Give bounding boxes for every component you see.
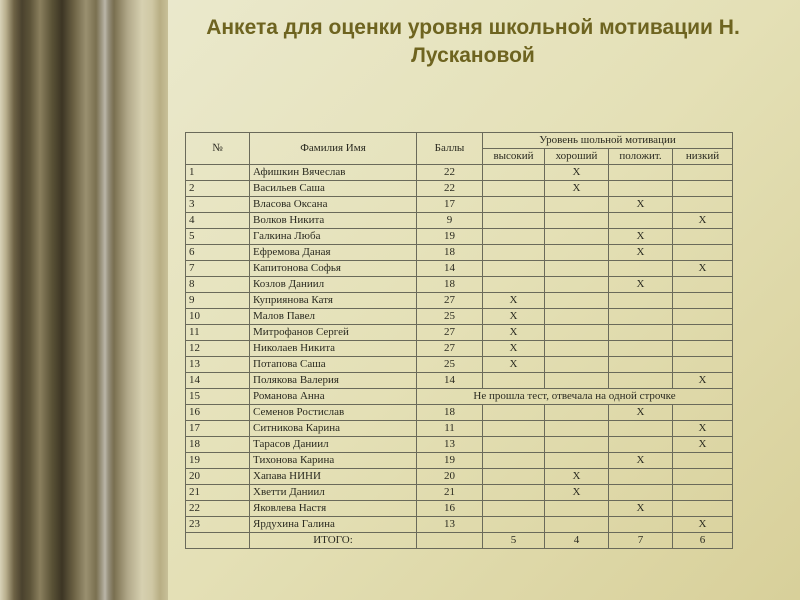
score-cell: 19 — [417, 453, 483, 469]
student-name: Капитонова Софья — [250, 261, 417, 277]
low-mark — [673, 485, 733, 501]
total-empty-cell — [186, 533, 250, 549]
row-number: 15 — [186, 389, 250, 405]
row-number: 3 — [186, 197, 250, 213]
student-name: Семенов Ростислав — [250, 405, 417, 421]
high-mark — [483, 421, 545, 437]
motivation-table — [185, 132, 733, 549]
score-cell: 18 — [417, 405, 483, 421]
score-cell: 18 — [417, 277, 483, 293]
header-positive: положит. — [609, 149, 673, 165]
table-body — [186, 165, 733, 533]
positive-mark — [609, 261, 673, 277]
score-cell: 27 — [417, 293, 483, 309]
high-mark: Х — [483, 293, 545, 309]
page-title: Анкета для оценки уровня школьной мотивации Н. Лускановой — [206, 16, 740, 67]
low-mark: Х — [673, 213, 733, 229]
high-mark — [483, 485, 545, 501]
good-mark — [545, 245, 609, 261]
student-name: Волков Никита — [250, 213, 417, 229]
row-number: 14 — [186, 373, 250, 389]
positive-mark — [609, 437, 673, 453]
good-mark — [545, 325, 609, 341]
student-name: Куприянова Катя — [250, 293, 417, 309]
total-low: 6 — [673, 533, 733, 549]
student-name: Козлов Даниил — [250, 277, 417, 293]
score-cell: 17 — [417, 197, 483, 213]
positive-mark: Х — [609, 245, 673, 261]
low-mark: Х — [673, 261, 733, 277]
high-mark — [483, 245, 545, 261]
good-mark — [545, 197, 609, 213]
score-cell: 14 — [417, 261, 483, 277]
good-mark — [545, 517, 609, 533]
table-row — [186, 389, 733, 405]
total-empty-cell — [417, 533, 483, 549]
table-row — [186, 405, 733, 421]
good-mark — [545, 277, 609, 293]
row-number: 19 — [186, 453, 250, 469]
low-mark — [673, 293, 733, 309]
row-number: 21 — [186, 485, 250, 501]
low-mark — [673, 277, 733, 293]
total-label: ИТОГО: — [250, 533, 417, 549]
positive-mark — [609, 165, 673, 181]
header-level: Уровень шольной мотивации — [483, 133, 733, 149]
score-cell: 14 — [417, 373, 483, 389]
good-mark — [545, 293, 609, 309]
good-mark — [545, 261, 609, 277]
header-good: хороший — [545, 149, 609, 165]
total-high: 5 — [483, 533, 545, 549]
student-name: Малов Павел — [250, 309, 417, 325]
student-name: Хветти Даниил — [250, 485, 417, 501]
table-row — [186, 245, 733, 261]
table-row — [186, 309, 733, 325]
table-row — [186, 453, 733, 469]
table-row — [186, 181, 733, 197]
low-mark — [673, 245, 733, 261]
high-mark — [483, 197, 545, 213]
row-number: 13 — [186, 357, 250, 373]
score-cell: 27 — [417, 325, 483, 341]
student-name: Николаев Никита — [250, 341, 417, 357]
student-name: Васильев Саша — [250, 181, 417, 197]
row-number: 23 — [186, 517, 250, 533]
positive-mark — [609, 421, 673, 437]
table-row — [186, 517, 733, 533]
positive-mark — [609, 213, 673, 229]
score-cell: 21 — [417, 485, 483, 501]
good-mark — [545, 501, 609, 517]
positive-mark: Х — [609, 229, 673, 245]
high-mark — [483, 437, 545, 453]
high-mark — [483, 469, 545, 485]
score-cell: 27 — [417, 341, 483, 357]
high-mark — [483, 517, 545, 533]
score-cell: 13 — [417, 517, 483, 533]
table-row — [186, 421, 733, 437]
score-cell: 25 — [417, 309, 483, 325]
positive-mark — [609, 181, 673, 197]
good-mark — [545, 341, 609, 357]
row-number: 7 — [186, 261, 250, 277]
score-cell: 18 — [417, 245, 483, 261]
row-number: 4 — [186, 213, 250, 229]
row-number: 20 — [186, 469, 250, 485]
positive-mark — [609, 293, 673, 309]
good-mark — [545, 373, 609, 389]
table-row — [186, 501, 733, 517]
high-mark — [483, 405, 545, 421]
row-number: 9 — [186, 293, 250, 309]
row-number: 10 — [186, 309, 250, 325]
total-good: 4 — [545, 533, 609, 549]
positive-mark — [609, 325, 673, 341]
student-name: Хапава НИНИ — [250, 469, 417, 485]
score-cell: 25 — [417, 357, 483, 373]
table-row — [186, 229, 733, 245]
table-row — [186, 293, 733, 309]
row-number: 16 — [186, 405, 250, 421]
row-number: 8 — [186, 277, 250, 293]
table-row — [186, 325, 733, 341]
row-number: 17 — [186, 421, 250, 437]
high-mark — [483, 181, 545, 197]
high-mark: Х — [483, 309, 545, 325]
low-mark — [673, 181, 733, 197]
row-number: 5 — [186, 229, 250, 245]
positive-mark — [609, 469, 673, 485]
good-mark — [545, 453, 609, 469]
header-row — [186, 133, 733, 149]
score-cell: 22 — [417, 181, 483, 197]
positive-mark — [609, 373, 673, 389]
good-mark — [545, 213, 609, 229]
score-cell: 22 — [417, 165, 483, 181]
row-number: 1 — [186, 165, 250, 181]
row-number: 22 — [186, 501, 250, 517]
good-mark: Х — [545, 181, 609, 197]
score-cell: 11 — [417, 421, 483, 437]
good-mark — [545, 405, 609, 421]
score-cell: 13 — [417, 437, 483, 453]
low-mark — [673, 501, 733, 517]
high-mark — [483, 261, 545, 277]
high-mark — [483, 453, 545, 469]
header-low: низкий — [673, 149, 733, 165]
student-name: Власова Оксана — [250, 197, 417, 213]
high-mark — [483, 373, 545, 389]
decorative-left-band — [0, 0, 168, 600]
student-name: Ярдухина Галина — [250, 517, 417, 533]
low-mark — [673, 469, 733, 485]
low-mark — [673, 197, 733, 213]
student-name: Тарасов Даниил — [250, 437, 417, 453]
high-mark — [483, 165, 545, 181]
low-mark: Х — [673, 517, 733, 533]
positive-mark: Х — [609, 405, 673, 421]
table-row — [186, 341, 733, 357]
total-positive: 7 — [609, 533, 673, 549]
table-row — [186, 213, 733, 229]
header-score: Баллы — [417, 133, 483, 165]
low-mark — [673, 453, 733, 469]
student-name: Митрофанов Сергей — [250, 325, 417, 341]
student-name: Ефремова Даная — [250, 245, 417, 261]
low-mark: Х — [673, 373, 733, 389]
good-mark: Х — [545, 165, 609, 181]
score-cell: 9 — [417, 213, 483, 229]
positive-mark — [609, 357, 673, 373]
table-row — [186, 197, 733, 213]
table-row — [186, 437, 733, 453]
student-name: Ситникова Карина — [250, 421, 417, 437]
good-mark: Х — [545, 485, 609, 501]
table-row — [186, 357, 733, 373]
header-num: № — [186, 133, 250, 165]
table-row — [186, 469, 733, 485]
student-name: Потапова Саша — [250, 357, 417, 373]
low-mark — [673, 165, 733, 181]
good-mark — [545, 421, 609, 437]
positive-mark: Х — [609, 453, 673, 469]
header-name: Фамилия Имя — [250, 133, 417, 165]
row-note: Не прошла тест, отвечала на одной строчке — [417, 389, 733, 405]
low-mark: Х — [673, 421, 733, 437]
high-mark: Х — [483, 341, 545, 357]
low-mark — [673, 229, 733, 245]
student-name: Тихонова Карина — [250, 453, 417, 469]
high-mark: Х — [483, 325, 545, 341]
positive-mark: Х — [609, 277, 673, 293]
total-row — [186, 533, 733, 549]
good-mark — [545, 229, 609, 245]
low-mark — [673, 309, 733, 325]
high-mark — [483, 501, 545, 517]
row-number: 18 — [186, 437, 250, 453]
table-row — [186, 261, 733, 277]
student-name: Афишкин Вячеслав — [250, 165, 417, 181]
good-mark — [545, 309, 609, 325]
low-mark: Х — [673, 437, 733, 453]
positive-mark — [609, 309, 673, 325]
positive-mark — [609, 485, 673, 501]
table-row — [186, 485, 733, 501]
high-mark — [483, 229, 545, 245]
good-mark — [545, 357, 609, 373]
low-mark — [673, 357, 733, 373]
row-number: 2 — [186, 181, 250, 197]
good-mark — [545, 437, 609, 453]
table-row — [186, 277, 733, 293]
row-number: 11 — [186, 325, 250, 341]
positive-mark: Х — [609, 197, 673, 213]
table-row — [186, 373, 733, 389]
high-mark: Х — [483, 357, 545, 373]
score-cell: 20 — [417, 469, 483, 485]
table-row — [186, 165, 733, 181]
student-name: Яковлева Настя — [250, 501, 417, 517]
decorative-shine — [96, 0, 114, 600]
high-mark — [483, 213, 545, 229]
positive-mark — [609, 341, 673, 357]
good-mark: Х — [545, 469, 609, 485]
student-name: Полякова Валерия — [250, 373, 417, 389]
positive-mark — [609, 517, 673, 533]
low-mark — [673, 341, 733, 357]
row-number: 12 — [186, 341, 250, 357]
positive-mark: Х — [609, 501, 673, 517]
row-number: 6 — [186, 245, 250, 261]
low-mark — [673, 405, 733, 421]
low-mark — [673, 325, 733, 341]
student-name: Романова Анна — [250, 389, 417, 405]
student-name: Галкина Люба — [250, 229, 417, 245]
score-cell: 16 — [417, 501, 483, 517]
header-high: высокий — [483, 149, 545, 165]
high-mark — [483, 277, 545, 293]
score-cell: 19 — [417, 229, 483, 245]
